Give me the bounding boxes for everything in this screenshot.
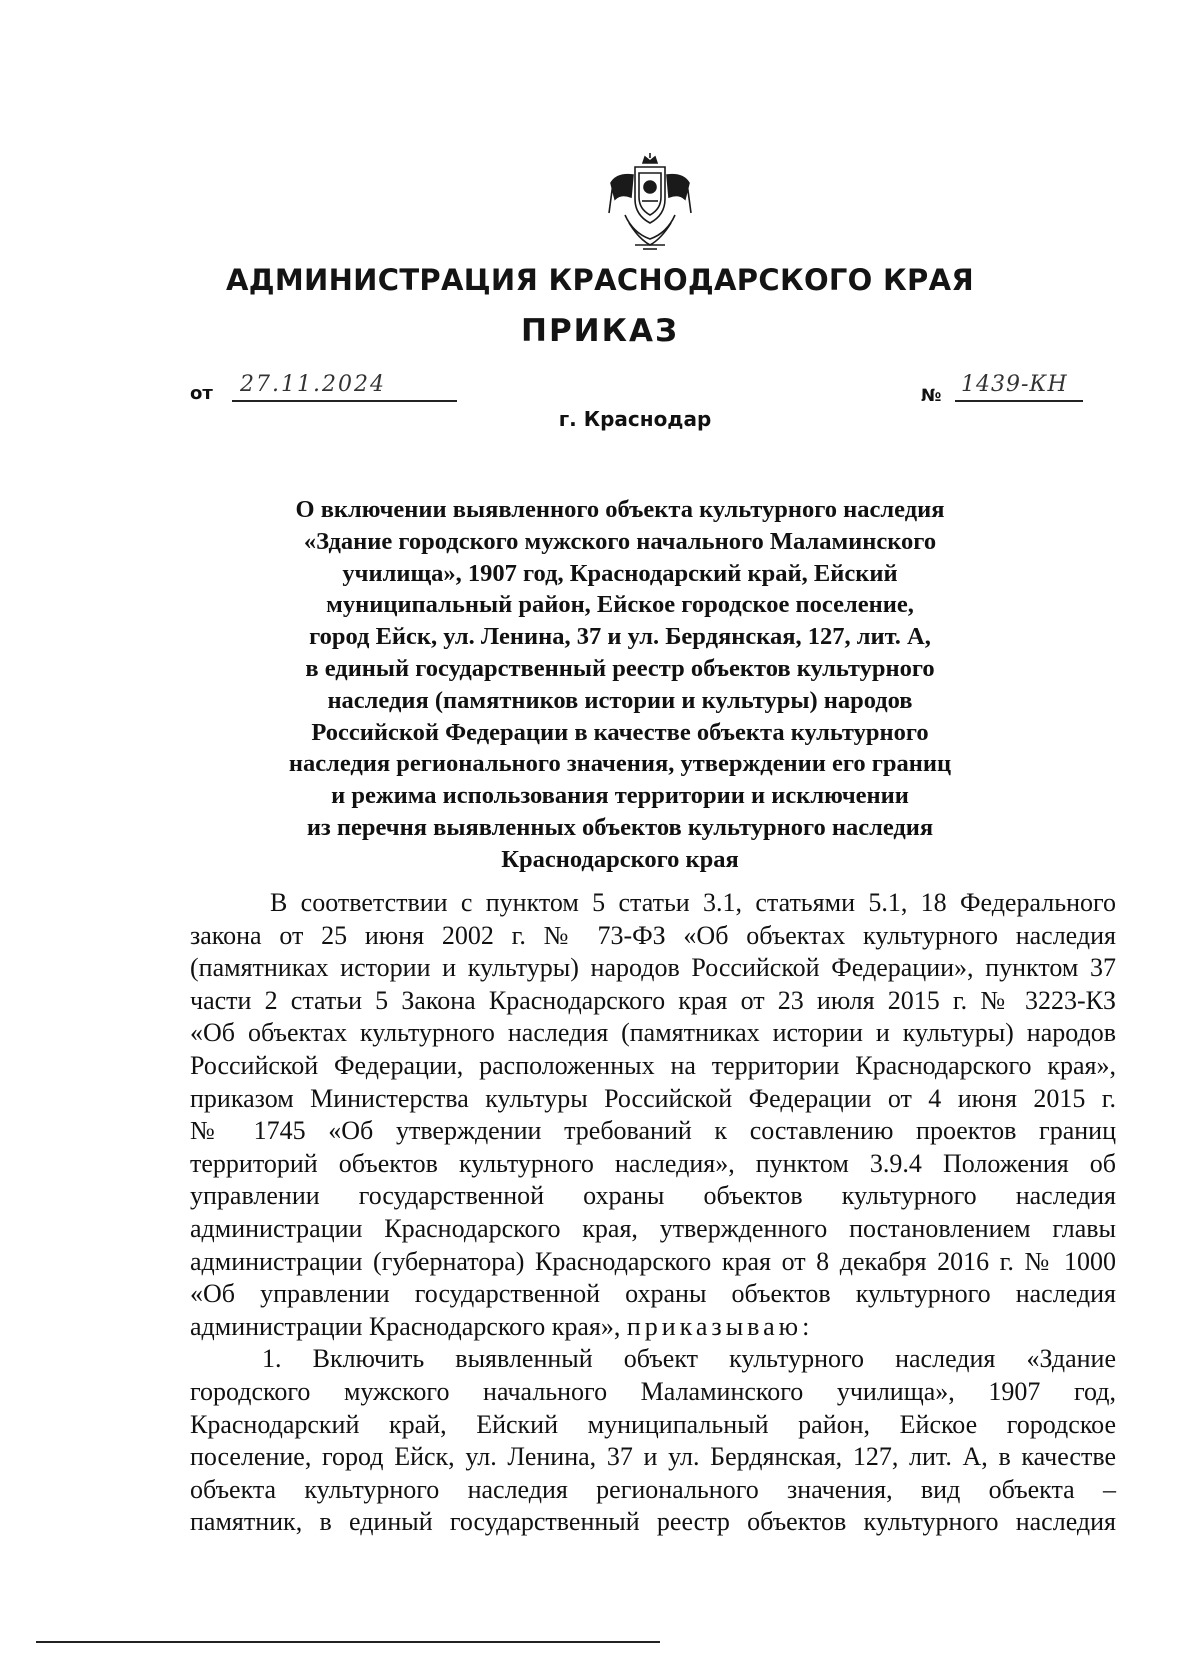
body-line: Российской Федерации, расположенных на территории Краснодарского края», <box>190 1050 1116 1080</box>
body-line: управлении государственной охраны объектов культурного наследия <box>190 1181 1116 1211</box>
document-body <box>190 887 1116 1539</box>
number-label: № <box>921 386 942 406</box>
date-value: 27.11.2024 <box>232 372 457 402</box>
subject-line: муниципальный район, Ейское городское поселение, <box>326 591 914 619</box>
item-line: памятник, в единый государственный реестр объектов культурного наследия <box>190 1507 1116 1537</box>
body-line: приказом Министерства культуры Российской Федерации от 4 июня 2015 г. <box>190 1083 1116 1113</box>
body-line: В соответствии с пунктом 5 статьи 3.1, статьями 5.1, 18 Федерального <box>270 888 1116 917</box>
subject-line: О включении выявленного объекта культурного наследия <box>295 496 945 523</box>
subject-line: Краснодарского края <box>501 845 739 873</box>
subject-line: в единый государственный реестр объектов культурного <box>305 654 935 682</box>
subject-line: наследия (памятников истории и культуры) народов <box>327 686 913 714</box>
item-line: Краснодарский край, Ейский муниципальный район, Ейское городское <box>190 1409 1116 1439</box>
footer-rule <box>36 1641 660 1643</box>
item-line: городского мужского начального Маламинского училища», 1907 год, <box>190 1376 1116 1406</box>
body-line: администрации (губернатора) Краснодарского края от 8 декабря 2016 г. № 1000 <box>190 1246 1116 1276</box>
city: г. Краснодар <box>558 407 712 431</box>
date-label: от <box>190 383 213 404</box>
body-line <box>190 1311 1116 1344</box>
body-line: «Об управлении государственной охраны объектов культурного наследия <box>190 1279 1116 1309</box>
item-line: 1. Включить выявленный объект культурного наследия «Здание <box>262 1344 1116 1374</box>
body-line: закона от 25 июня 2002 г. № 73-ФЗ «Об объектах культурного наследия <box>190 920 1116 950</box>
coat-of-arms-icon <box>605 153 695 253</box>
organization-title: АДМИНИСТРАЦИЯ КРАСНОДАРСКОГО КРАЯ <box>226 263 974 297</box>
document-number: 1439-КН <box>955 372 1083 402</box>
subject-line: Российской Федерации в качестве объекта культурного <box>311 718 929 746</box>
body-line: (памятниках истории и культуры) народов Российской Федерации», пунктом 37 <box>190 953 1116 983</box>
body-line: администрации Краснодарского края, утвержденного постановлением главы <box>190 1213 1116 1243</box>
item-line: объекта культурного наследия регионального значения, вид объекта – <box>190 1474 1116 1504</box>
subject-line: город Ейск, ул. Ленина, 37 и ул. Бердянская, 127, лит. А, <box>309 623 931 651</box>
item-line: поселение, город Ейск, ул. Ленина, 37 и ул. Бердянская, 127, лит. А, в качестве <box>190 1442 1116 1472</box>
document-type: ПРИКАЗ <box>521 313 679 349</box>
subject-line: училища», 1907 год, Краснодарский край, Ейский <box>342 559 898 587</box>
subject-line: из перечня выявленных объектов культурного наследия <box>306 813 934 841</box>
preamble-last-line: администрации Краснодарского края», <box>190 1311 621 1341</box>
body-line: части 2 статьи 5 Закона Краснодарского края от 23 июля 2015 г. № 3223-КЗ <box>190 985 1116 1015</box>
subject-line: наследия регионального значения, утверждении его границ <box>288 750 952 778</box>
document-subject <box>220 494 1020 876</box>
order-word: приказываю: <box>626 1311 814 1341</box>
body-line: № 1745 «Об утверждении требований к составлению проектов границ <box>190 1116 1116 1146</box>
body-line: территорий объектов культурного наследия», пунктом 3.9.4 Положения об <box>190 1148 1116 1178</box>
body-line: «Об объектах культурного наследия (памятниках истории и культуры) народов <box>190 1018 1116 1048</box>
subject-line: и режима использования территории и исключении <box>331 782 909 810</box>
subject-line: «Здание городского мужского начального Маламинского <box>303 527 937 555</box>
